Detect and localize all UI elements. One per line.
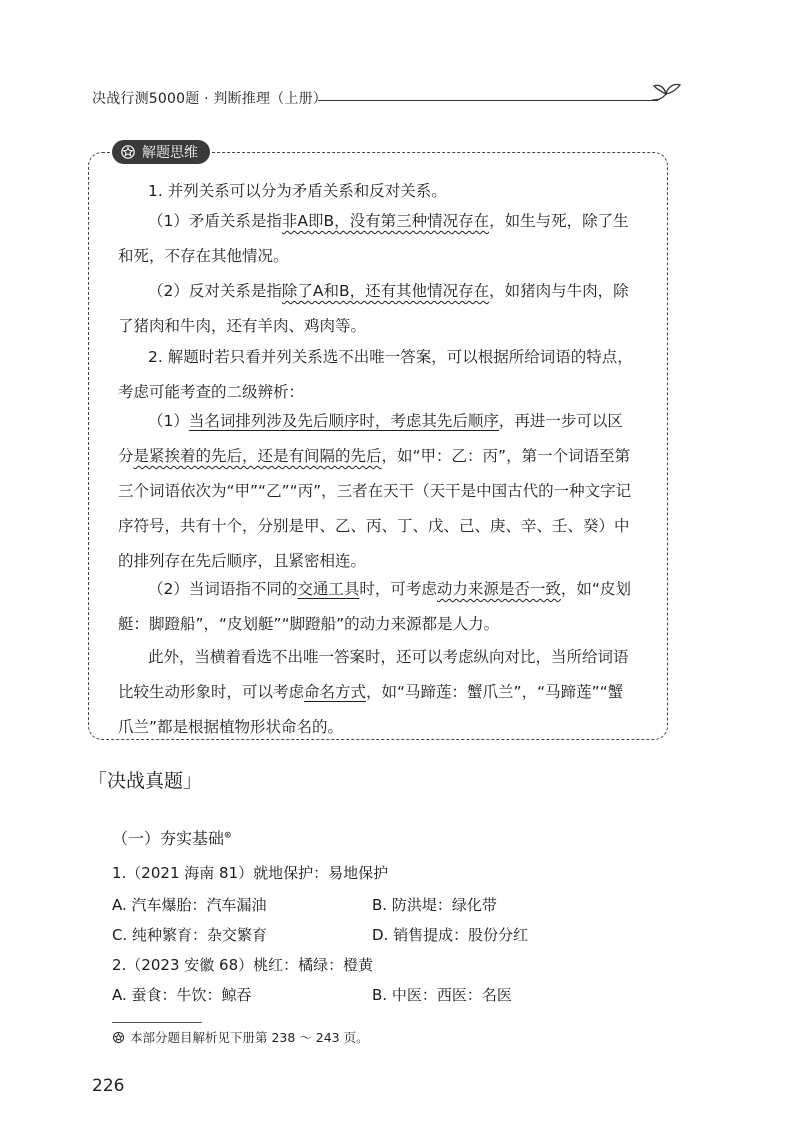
emphasis-underline: 当名词排列涉及先后顺序时，考虑其先后顺序 [188, 412, 499, 430]
sprout-icon [648, 78, 684, 106]
emphasis-wavy: 除了A和B，还有其他情况存在 [281, 282, 490, 300]
emphasis-underline: 命名方式 [304, 683, 367, 701]
tip-paragraph-2: （1）矛盾关系是指非A即B，没有第三种情况存在，如生与死，除了生和死，不存在其他情况。 [118, 212, 629, 265]
question-2-option-a[interactable]: A. 蚕食：牛饮：鲸吞 [112, 986, 252, 1004]
question-2-option-b[interactable]: B. 中医：西医：名医 [372, 986, 512, 1004]
footnote-text: 本部分题目解析见下册第 238 ～ 243 页。 [130, 1030, 369, 1045]
page-number: 226 [92, 1076, 125, 1096]
emphasis-wavy: 是紧挨着的先后，还是有间隔的先后 [133, 447, 382, 465]
section-title: 「决战真题」 [88, 770, 203, 792]
tip-label [112, 140, 210, 164]
subsection-mark-icon: ⊛ [224, 830, 232, 841]
tip-label-text: 解题思维 [142, 145, 198, 161]
question-1-option-b[interactable]: B. 防洪堤：绿化带 [372, 896, 497, 914]
question-1-stem: 1.（2021 海南 81）就地保护：易地保护 [112, 864, 389, 882]
gear-badge-icon [112, 1031, 125, 1044]
question-1-option-d[interactable]: D. 销售提成：股份分红 [372, 926, 529, 944]
tip-paragraph-4: 2. 解题时若只看并列关系选不出唯一答案，可以根据所给词语的特点，考虑可能考查的二级辨析： [118, 348, 633, 401]
emphasis-wavy: 非A即B，没有第三种情况存在 [281, 212, 490, 230]
emphasis-underline: 交通工具 [297, 580, 360, 598]
footnote [112, 1028, 369, 1046]
tip-paragraph-6: （2）当词语指不同的交通工具时，可考虑动力来源是否一致，如“皮划艇：脚蹬船”，“皮划艇”“脚蹬船”的动力来源都是人力。 [118, 580, 631, 633]
subsection-title: （一）夯实基础⊛ [112, 829, 232, 848]
header-rule [318, 100, 658, 101]
tip-paragraph-7: 此外，当横着看选不出唯一答案时，还可以考虑纵向对比，当所给词语比较生动形象时，可以考虑命名方式，如“马蹄莲：蟹爪兰”，“马蹄莲”“蟹爪兰”都是根据植物形状命名的。 [118, 648, 629, 736]
tip-paragraph-3: （2）反对关系是指除了A和B，还有其他情况存在，如猪肉与牛肉，除了猪肉和牛肉，还有羊肉、鸡肉等。 [118, 282, 629, 335]
emphasis-wavy: 动力来源是否一致 [436, 580, 561, 598]
footnote-rule [112, 1022, 202, 1023]
tip-paragraph-5: （1）当名词排列涉及先后顺序时，考虑其先后顺序，再进一步可以区分是紧挨着的先后，还是有间隔的先后，如“甲：乙：丙”，第一个词语至第三个词语依次为“甲”“乙”“丙”，三者在天干（天干是中国古代的一种文字记序符号，共有十个，分别是甲、乙、丙、丁、戊、己、庚、辛、壬、癸）中的排列存在先后顺序，且紧密相连。 [118, 412, 632, 570]
tip-paragraph-1: 1. 并列关系可以分为矛盾关系和反对关系。 [148, 182, 447, 200]
question-1-option-c[interactable]: C. 纯种繁育：杂交繁育 [112, 926, 268, 944]
running-header-title: 决战行测5000题 · 判断推理（上册） [92, 91, 327, 107]
question-2-stem: 2.（2023 安徽 68）桃红：橘绿：橙黄 [112, 956, 374, 974]
gear-badge-icon [120, 144, 136, 160]
question-1-option-a[interactable]: A. 汽车爆胎：汽车漏油 [112, 896, 267, 914]
